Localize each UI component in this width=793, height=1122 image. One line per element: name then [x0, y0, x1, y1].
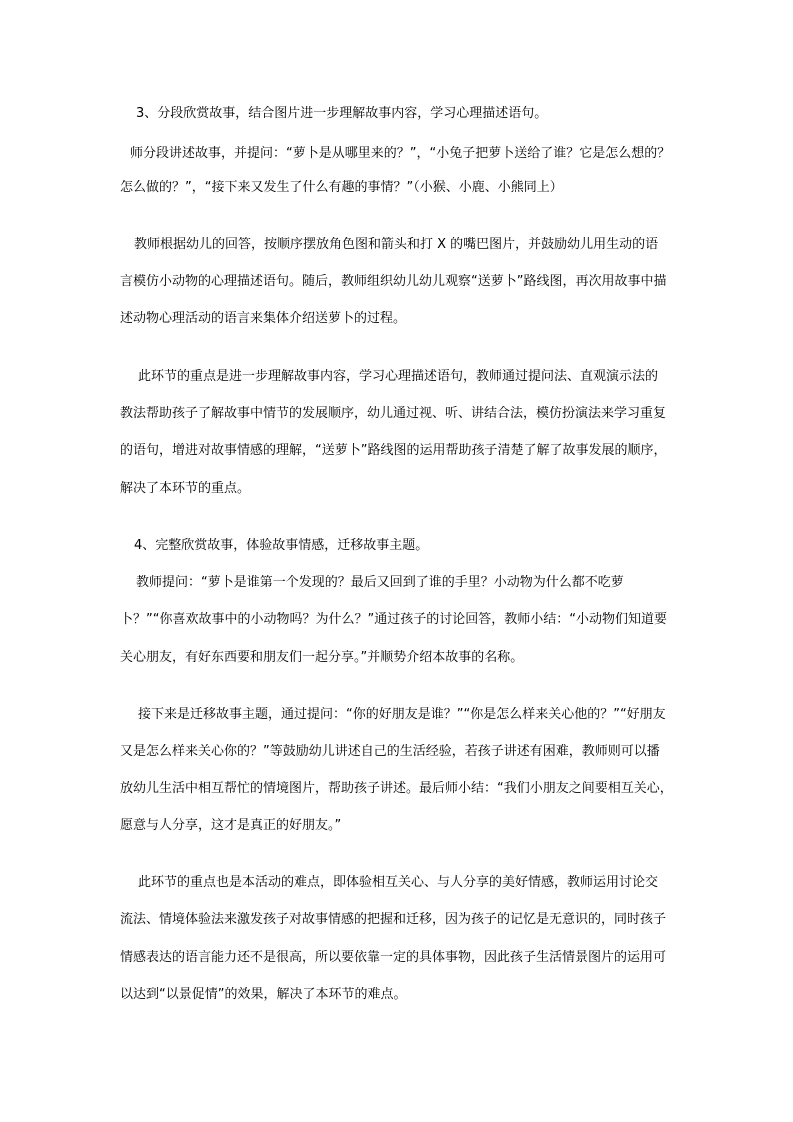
section3-heading: 3、分段欣赏故事，结合图片进一步理解故事内容，学习心理描述语句。: [136, 106, 548, 121]
section4-para3-line4: 以达到“以景促情”的效果，解决了本环节的难点。: [120, 987, 407, 1002]
section3-para1-line2: 怎么做的？”，“接下来又发生了什么有趣的事情？”（小猴、小鹿、小熊同上）: [120, 180, 563, 195]
section3-para3-line2: 教法帮助孩子了解故事中情节的发展顺序，幼儿通过视、听、讲结合法，模仿扮演法来学习重复: [120, 406, 667, 421]
section4-heading: 4、完整欣赏故事，体验故事情感，迁移故事主题。: [134, 538, 429, 553]
section3-para2-line3: 述动物心理活动的语言来集体介绍送萝卜的过程。: [120, 311, 407, 326]
section4-para2-line4: 愿意与人分享，这才是真正的好朋友。”: [120, 818, 342, 833]
section3-para3-line1: 此环节的重点是进一步理解故事内容，学习心理描述语句，教师通过提问法、直观演示法的: [138, 369, 659, 384]
section4-para2-line3: 放幼儿生活中相互帮忙的情境图片，帮助孩子讲述。最后师小结：“我们小朋友之间要相互关心，: [120, 781, 673, 796]
section4-para1-line2: 卜？”“你喜欢故事中的小动物吗？为什么？”通过孩子的讨论回答，教师小结：“小动物们知道要: [120, 612, 667, 627]
section3-para3-line4: 解决了本环节的重点。: [120, 481, 251, 496]
section3-para3-line3: 的语句，增进对故事情感的理解，“送萝卜”路线图的运用帮助孩子清楚了解了故事发展的顺序，: [120, 443, 667, 458]
section4-para1-line1: 教师提问：“萝卜是谁第一个发现的？最后又回到了谁的手里？小动物为什么都不吃萝: [136, 575, 624, 590]
section4-para3-line2: 流法、情境体验法来激发孩子对故事情感的把握和迁移，因为孩子的记忆是无意识的，同时孩子: [120, 912, 667, 927]
section4-para2-line1: 接下来是迁移故事主题，通过提问：“你的好朋友是谁？”“你是怎么样来关心他的？”“好朋友: [138, 707, 666, 722]
section3-para2-line2: 言模仿小动物的心理描述语句。随后，教师组织幼儿幼儿观察“送萝卜”路线图，再次用故事中描: [120, 274, 667, 289]
section4-para3-line1: 此环节的重点也是本活动的难点，即体验相互关心、与人分享的美好情感，教师运用讨论交: [138, 875, 659, 890]
section3-para1-line1: 师分段讲述故事，并提问：“萝卜是从哪里来的？”，“小兔子把萝卜送给了谁？它是怎么想的？: [130, 146, 671, 161]
section3-para2-line1: 教师根据幼儿的回答，按顺序摆放角色图和箭头和打 X 的嘴巴图片，并鼓励幼儿用生动的语: [134, 237, 659, 252]
section4-para3-line3: 情感表达的语言能力还不是很高，所以要依靠一定的具体事物，因此孩子生活情景图片的运用可: [120, 950, 667, 965]
section4-para1-line3: 关心朋友，有好东西要和朋友们一起分享。”并顺势介绍本故事的名称。: [120, 650, 524, 665]
section4-para2-line2: 又是怎么样来关心你的？”等鼓励幼儿讲述自己的生活经验，若孩子讲述有困难，教师则可以播: [120, 744, 660, 759]
